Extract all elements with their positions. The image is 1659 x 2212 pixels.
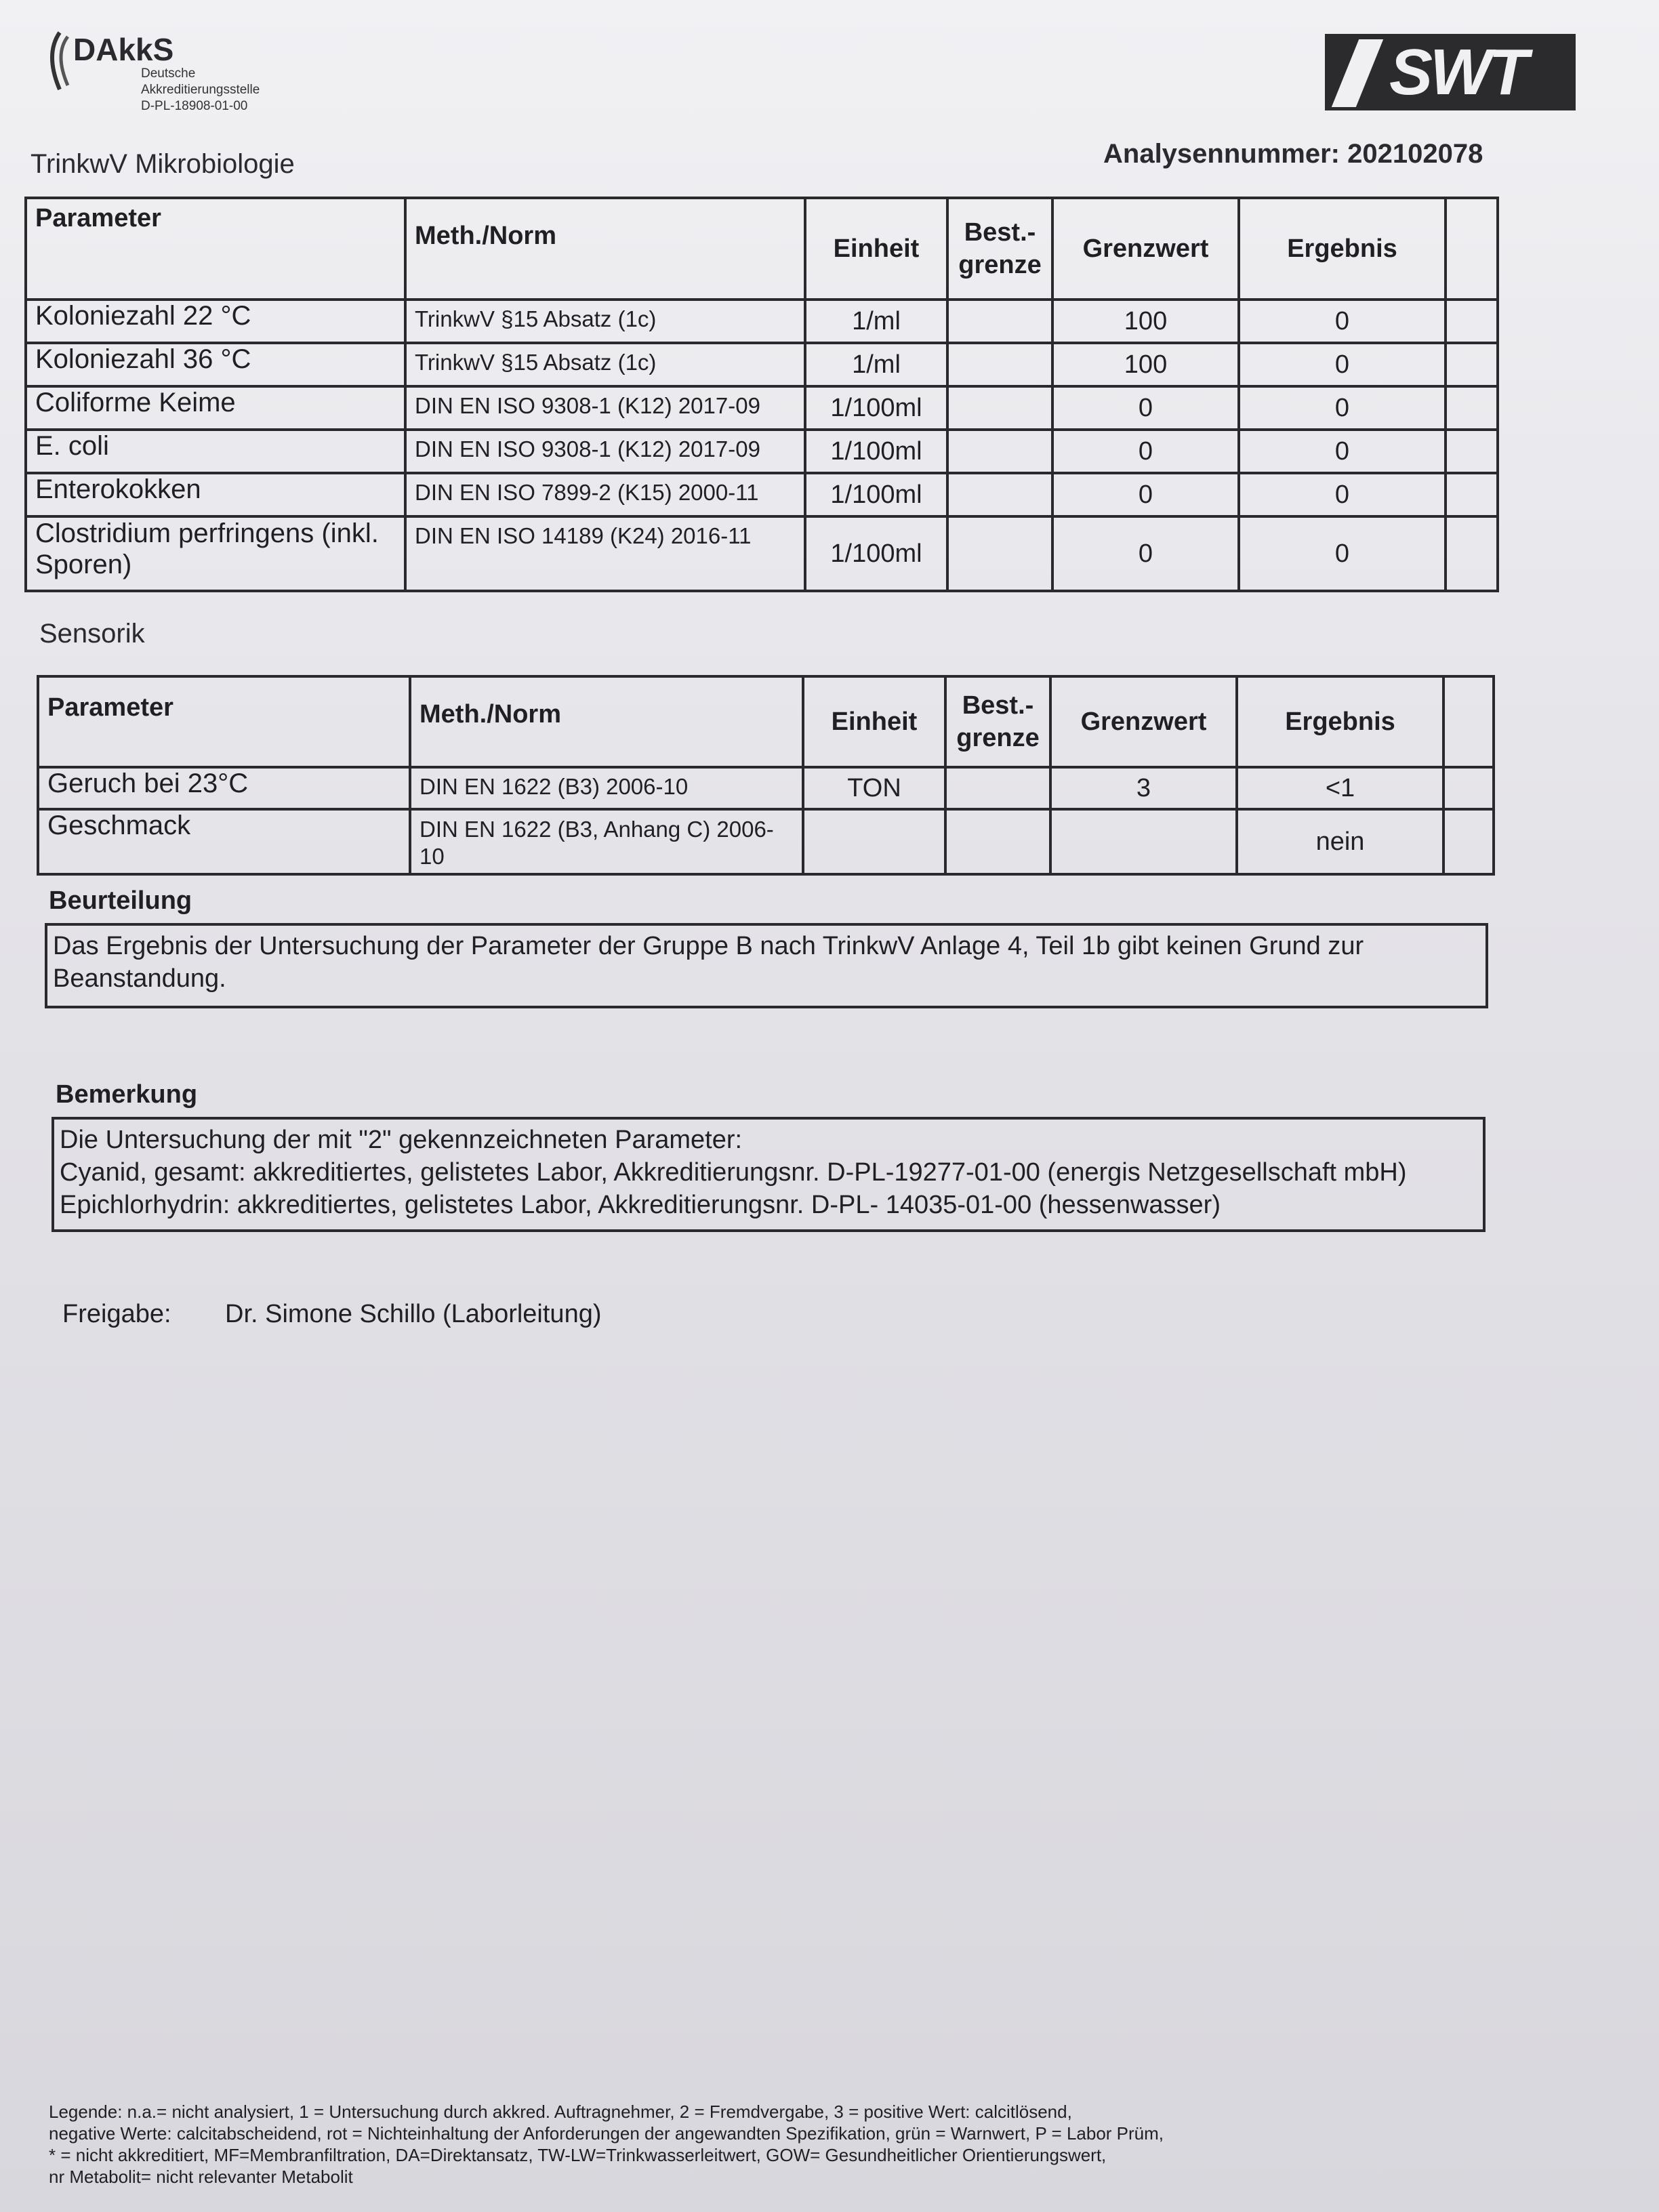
micro-cell-limit: 0	[1052, 386, 1239, 430]
micro-header-row	[26, 198, 1498, 300]
micro-cell-extra	[1446, 473, 1498, 516]
dakks-line-3: D-PL-18908-01-00	[141, 99, 248, 113]
document-title: TrinkwV Mikrobiologie	[30, 149, 295, 179]
beurteilung-label: Beurteilung	[49, 886, 192, 915]
micro-cell-unit: 1/ml	[805, 300, 947, 343]
micro-cell-method: DIN EN ISO 7899-2 (K15) 2000-11	[405, 473, 805, 516]
dakks-line-1: Deutsche	[141, 66, 196, 81]
micro-cell-extra	[1446, 300, 1498, 343]
micro-cell-unit: 1/100ml	[805, 386, 947, 430]
micro-cell-result: 0	[1239, 386, 1446, 430]
table-row	[38, 809, 1494, 874]
bemerkung-line-3: Epichlorhydrin: akkreditiertes, gelistetes Labor, Akkreditierungsnr. D-PL- 14035-01-00 (hessenwasser)	[60, 1191, 1221, 1219]
micro-cell-parameter: Enterokokken	[26, 473, 405, 516]
sensorik-header-detection-limit: Best.- grenze	[945, 676, 1050, 767]
micro-header-unit: Einheit	[805, 198, 947, 300]
micro-cell-unit: 1/100ml	[805, 473, 947, 516]
bemerkung-label: Bemerkung	[56, 1080, 198, 1109]
micro-cell-result: 0	[1239, 516, 1446, 591]
micro-cell-parameter: Koloniezahl 22 °C	[26, 300, 405, 343]
freigabe-label: Freigabe:	[62, 1300, 171, 1328]
micro-cell-parameter: Clostridium perfringens (inkl. Sporen)	[26, 516, 405, 591]
sensorik-cell-extra	[1443, 809, 1494, 874]
swt-slash-icon	[1332, 39, 1383, 107]
sensorik-header-method: Meth./Norm	[410, 676, 803, 767]
sensorik-table	[37, 675, 1495, 876]
micro-cell-detection-limit	[947, 516, 1052, 591]
sensorik-cell-limit: 3	[1050, 767, 1237, 809]
micro-cell-unit: 1/100ml	[805, 430, 947, 473]
legend-line-2: negative Werte: calcitabscheidend, rot = Nichteinhaltung der Anforderungen der angewandten Spezifikation, grün = Warnwert, P = Labor Prüm,	[49, 2123, 1164, 2144]
micro-cell-method: DIN EN ISO 9308-1 (K12) 2017-09	[405, 430, 805, 473]
micro-cell-method: TrinkwV §15 Absatz (1c)	[405, 300, 805, 343]
micro-cell-detection-limit	[947, 386, 1052, 430]
micro-cell-extra	[1446, 430, 1498, 473]
micro-cell-limit: 100	[1052, 343, 1239, 386]
sensorik-cell-limit	[1050, 809, 1237, 874]
micro-cell-detection-limit	[947, 473, 1052, 516]
table-row	[26, 430, 1498, 473]
micro-header-parameter: Parameter	[26, 198, 405, 300]
sensorik-cell-method: DIN EN 1622 (B3, Anhang C) 2006-10	[410, 809, 803, 874]
sensorik-header-result: Ergebnis	[1237, 676, 1443, 767]
micro-cell-method: DIN EN ISO 9308-1 (K12) 2017-09	[405, 386, 805, 430]
micro-cell-method: TrinkwV §15 Absatz (1c)	[405, 343, 805, 386]
table-row	[26, 516, 1498, 591]
micro-cell-limit: 0	[1052, 516, 1239, 591]
micro-cell-parameter: Coliforme Keime	[26, 386, 405, 430]
micro-cell-limit: 100	[1052, 300, 1239, 343]
micro-cell-extra	[1446, 516, 1498, 591]
micro-header-limit: Grenzwert	[1052, 198, 1239, 300]
micro-cell-result: 0	[1239, 343, 1446, 386]
micro-header-method: Meth./Norm	[405, 198, 805, 300]
beurteilung-text: Das Ergebnis der Untersuchung der Parameter der Gruppe B nach TrinkwV Anlage 4, Teil 1b gibt keinen Grund zur Beanstandung.	[53, 932, 1364, 993]
table-row	[26, 300, 1498, 343]
micro-cell-extra	[1446, 386, 1498, 430]
sensorik-cell-detection-limit	[945, 767, 1050, 809]
micro-cell-unit: 1/ml	[805, 343, 947, 386]
freigabe-name: Dr. Simone Schillo (Laborleitung)	[225, 1300, 602, 1328]
analysis-number: Analysennummer: 202102078	[1103, 139, 1483, 169]
sensorik-header-parameter: Parameter	[38, 676, 410, 767]
dakks-logo	[39, 27, 324, 122]
sensorik-cell-result: <1	[1237, 767, 1443, 809]
micro-cell-parameter: E. coli	[26, 430, 405, 473]
sensorik-header-extra	[1443, 676, 1494, 767]
sensorik-cell-detection-limit	[945, 809, 1050, 874]
micro-header-extra	[1446, 198, 1498, 300]
table-row	[26, 386, 1498, 430]
sensorik-cell-parameter: Geschmack	[38, 809, 410, 874]
micro-cell-result: 0	[1239, 473, 1446, 516]
table-row	[38, 767, 1494, 809]
sensorik-cell-unit	[803, 809, 945, 874]
sensorik-cell-method: DIN EN 1622 (B3) 2006-10	[410, 767, 803, 809]
micro-cell-extra	[1446, 343, 1498, 386]
legend-line-3: * = nicht akkreditiert, MF=Membranfiltration, DA=Direktansatz, TW-LW=Trinkwasserleitwert, GOW= Gesundheitlicher Orientierungswert,	[49, 2145, 1107, 2165]
micro-cell-unit: 1/100ml	[805, 516, 947, 591]
legend-line-4: nr Metabolit= nicht relevanter Metabolit	[49, 2167, 353, 2187]
micro-cell-detection-limit	[947, 300, 1052, 343]
legend-line-1: Legende: n.a.= nicht analysiert, 1 = Untersuchung durch akkred. Auftragnehmer, 2 = Fremdvergabe, 3 = positive Wert: calcitlösend,	[49, 2102, 1072, 2122]
sensorik-cell-result: nein	[1237, 809, 1443, 874]
dakks-arc-icon	[39, 27, 73, 95]
micro-cell-method: DIN EN ISO 14189 (K24) 2016-11	[405, 516, 805, 591]
micro-header-result: Ergebnis	[1239, 198, 1446, 300]
micro-cell-result: 0	[1239, 430, 1446, 473]
micro-cell-limit: 0	[1052, 430, 1239, 473]
micro-cell-parameter: Koloniezahl 36 °C	[26, 343, 405, 386]
bemerkung-line-1: Die Untersuchung der mit "2" gekennzeichneten Parameter:	[60, 1126, 743, 1154]
micro-table	[24, 197, 1499, 592]
sensorik-cell-unit: TON	[803, 767, 945, 809]
micro-cell-detection-limit	[947, 430, 1052, 473]
dakks-name: DAkkS	[73, 32, 174, 67]
swt-logo-text: SWT	[1389, 36, 1526, 108]
table-row	[26, 343, 1498, 386]
table-row	[26, 473, 1498, 516]
sensorik-header-limit: Grenzwert	[1050, 676, 1237, 767]
micro-cell-result: 0	[1239, 300, 1446, 343]
sensorik-cell-parameter: Geruch bei 23°C	[38, 767, 410, 809]
micro-cell-limit: 0	[1052, 473, 1239, 516]
swt-logo	[1325, 34, 1576, 110]
sensorik-title: Sensorik	[39, 619, 145, 649]
dakks-line-2: Akkreditierungsstelle	[141, 83, 260, 97]
micro-header-detection-limit: Best.- grenze	[947, 198, 1052, 300]
sensorik-cell-extra	[1443, 767, 1494, 809]
bemerkung-line-2: Cyanid, gesamt: akkreditiertes, gelistetes Labor, Akkreditierungsnr. D-PL-19277-01-00 (energis Netzgesellschaft mbH)	[60, 1158, 1407, 1187]
sensorik-header-unit: Einheit	[803, 676, 945, 767]
legend	[49, 2101, 1540, 2188]
bemerkung-box	[52, 1117, 1486, 1232]
beurteilung-box	[45, 923, 1488, 1008]
sensorik-header-row	[38, 676, 1494, 767]
micro-cell-detection-limit	[947, 343, 1052, 386]
